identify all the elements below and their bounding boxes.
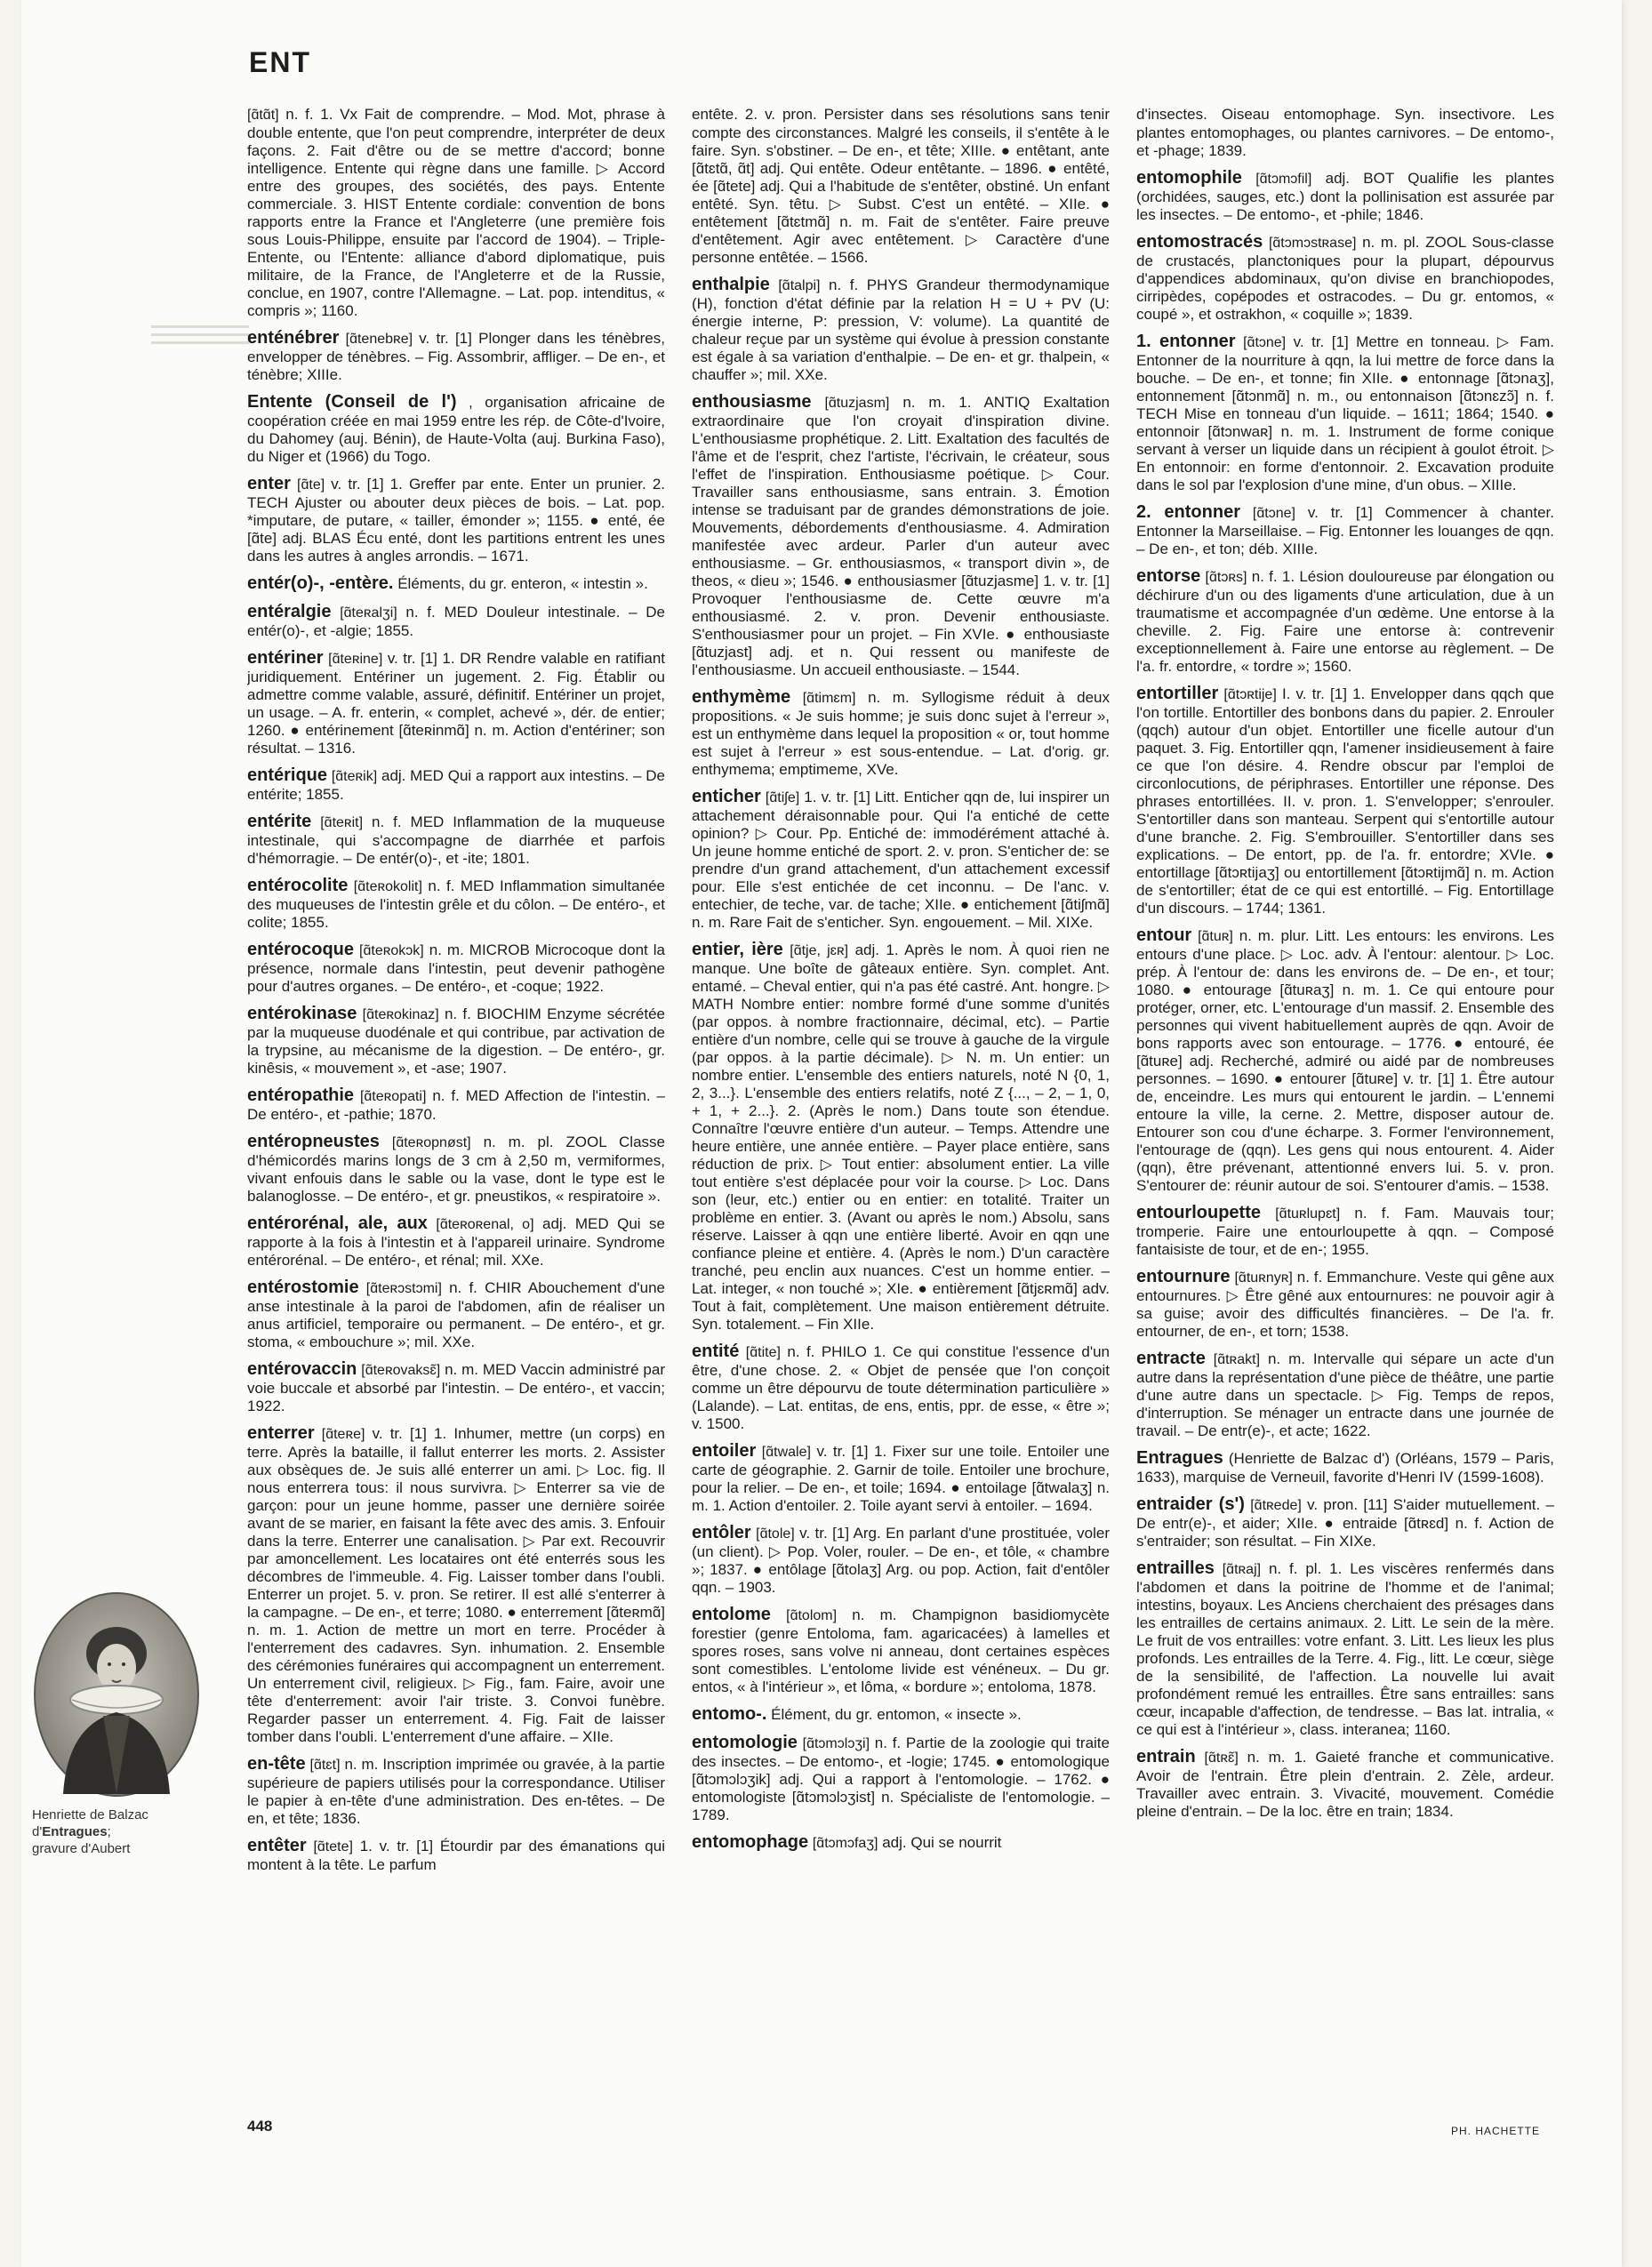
entry-headword: entolome (692, 1605, 771, 1624)
entry-pronunciation: [ɑ̃teʀɔstɔmi] (365, 1281, 442, 1296)
entry-definition: v. tr. [1] 1. Inhumer, mettre (un corps) en terre. Après la bataille, il fallut enterrer les morts. 2. Assister aux obsèques de. Je suis allé enterrer un ami. ▷ Loc. fig. Il nous enterrera tous: il nous survivra. ▷ Enterrer sa vie de garçon: pour un jeune homme, passer une dernière soirée avant de se marier, en faisant la fête avec des amis. 3. Enfouir dans la terre. Enterrer une canalisation. ▷ Par ext. Recouvrir par amoncellement. Les locataires ont été enterrés sous les décombres de l'immeuble. 4. Fig. Laisser tomber dans l'oubli. Enterrer un projet. 5. v. pron. Se retirer. Il est allé s'enterrer à la campagne. – De en-, et terre; 1080. ● enterrement [ɑ̃teʀmɑ̃] n. m. 1. Action de mettre un mort en terre. Procéder à l'enterrement des cadavres. Syn. inhumation. 2. Ensemble des cérémonies funéraires qui accompagnent un enterrement. Un enterrement civil, religieux. ▷ Fig., fam. Faire, avoir une tête d'enterrement: avoir l'air triste. 3. Convoi funèbre. Regarder passer un enterrement. 4. Fig. Fait de laisser tomber dans l'oubli. L'enterrement d'une affaire. – XIIe. (247, 1425, 665, 1745)
entry-pronunciation: [ɑ̃teʀik] (331, 769, 378, 784)
dictionary-entry (247, 393, 665, 466)
entry-headword: Entragues (1136, 1448, 1223, 1468)
page-header: ENT (249, 46, 311, 78)
dictionary-entry (1136, 926, 1554, 1195)
entry-headword: entoiler (692, 1441, 757, 1461)
entry-definition: v. tr. [1] Plonger dans les ténèbres, envelopper de ténèbres. – Fig. Assombrir, affliger. – De en-, et ténèbre; XIIIe. (247, 330, 665, 383)
entry-headword: entéropathie (247, 1085, 355, 1105)
dictionary-entry (247, 329, 665, 384)
entry-headword: 1. entonner (1136, 332, 1236, 351)
dictionary-columns (247, 105, 1554, 2105)
page-number: 448 (247, 2118, 273, 2135)
entry-definition: n. f. Fam. Mauvais tour; tromperie. Faire une entourloupette à qqn. – Composé fantaisiste de tour, et de en-; 1955. (1136, 1205, 1554, 1258)
dictionary-entry (1136, 1495, 1554, 1550)
entry-pronunciation: [ɑ̃teʀovaksɛ̃] (361, 1363, 441, 1378)
entry-definition: Élément, du gr. entomon, « insecte ». (771, 1706, 1022, 1723)
entry-headword: entomophile (1136, 168, 1242, 188)
entry-headword: entérocoque (247, 940, 355, 959)
entry-pronunciation: [ɑ̃tɛt] (309, 1758, 341, 1773)
entry-pronunciation: [ɑ̃tɔmɔstʀase] (1268, 236, 1357, 251)
dictionary-entry (1136, 1559, 1554, 1739)
entry-definition: n. f. 1. Lésion douloureuse par élongation ou déchirure d'un ou des ligaments d'une articulation, due à un traumatisme et accompagnée d'un œdème. Une entorse à la cheville. 2. Fig. Faire une entorse à: contrevenir exceptionnellement à. Faire une entorse au règlement. – De l'a. fr. entordre, « tordre »; 1560. (1136, 568, 1554, 675)
entry-headword: entortiller (1136, 684, 1219, 703)
entry-pronunciation: [ɑ̃tuʀlupɛt] (1275, 1206, 1341, 1222)
entry-definition: adj. 1. Après le nom. À quoi rien ne manque. Une boîte de gâteaux entière. Syn. complet. Ant. entamé. – Cheval entier, qui n'a pas été castré. Ant. hongre. ▷ MATH Nombre entier: nombre formé d'une somme d'unités (par oppos. à nombre fractionnaire, décimal, etc). – Partie entière d'un nombre, celle qui se trouve à gauche de la virgule (par oppos. à la partie décimale). ▷ N. m. Un entier: un nombre entier. L'ensemble des entiers naturels, noté N {0, 1, 2, 3...}. L'ensemble des entiers relatifs, noté Z {..., – 2, – 1, 0, + 1, + 2...}. 2. (Après le nom.) Dans toute son étendue. Connaître l'œuvre entière d'un auteur. – Temps. Attendre une heure entière, une année entière. – Payer place entière, sans réduction de prix. ▷ Tout entier: absolument entier. La ville tout entière s'est déplacée pour voir la course. ▷ Loc. Dans son (leur, etc.) entier ou en entier: en totalité. Traiter un problème en entier. 3. (Avant ou après le nom.) Absolu, sans réserve. Laisser à qqn une entière liberté. Avoir en qqn une confiance pleine et entière. 4. (Après le nom.) D'un caractère tranché, peu enclin aux nuances. C'est un homme entier. – Lat. integer, « non touché »; XIe. ● entièrement [ɑ̃tjɛʀmɑ̃] adv. Tout à fait, complètement. Une maison entièrement détruite. Syn. totalement. – Fin XIIe. (692, 941, 1110, 1333)
entry-definition: adj. BOT Qualifie les plantes (orchidées, sauges, etc.) dont la pollinisation est assurée par les insectes. – De entomo-, et -phile; 1846. (1136, 170, 1554, 223)
entry-headword: entomologie (692, 1733, 798, 1752)
entry-definition: n. f. MED Affection de l'intestin. – De entéro-, et -pathie; 1870. (247, 1087, 665, 1123)
dictionary-entry (247, 1133, 665, 1206)
dictionary-entry (1136, 169, 1554, 224)
entry-definition: n. f. 1. Vx Fait de comprendre. – Mod. Mot, phrase à double entente, que l'on peut comprendre, interpréter de deux façons. 2. Fait d'être ou de se mettre d'accord; bonne intelligence. Entente qui règne dans une famille. ▷ Accord entre des groupes, des sociétés, des pays. Entente commerciale. 3. HIST Entente cordiale: convention de bons rapports entre la France et l'Angleterre (une première fois sous Louis-Philippe, ensuite par l'accord de 1904). – Triple-Entente, ou l'Entente: alliance d'abord diplomatique, puis militaire, de la France, de l'Angleterre et de la Russie, conclue, en 1907, contre l'Allemagne. – Lat. pop. intenditus, « compris »; 1160. (247, 106, 665, 319)
entry-pronunciation: [ɑ̃teʀit] (320, 815, 364, 830)
dictionary-entry (692, 688, 1110, 779)
portrait-caption (32, 1806, 210, 1857)
entry-definition: v. tr. [1] 1. DR Rendre valable en ratifiant juridiquement. Entériner un jugement. 2. Fig. Établir ou admettre comme valable, assuré, définitif. Entériner un projet, un usage. – A. fr. enterin, « complet, achevé », dér. de entier; 1260. ● entérinement [ɑ̃teʀinmɑ̃] n. m. Action d'entériner; son résultat. – 1316. (247, 650, 665, 757)
entry-headword: enter (247, 474, 291, 493)
entry-definition: v. tr. [1] Arg. En parlant d'une prostituée, voler (un client). ▷ Pop. Voler, rouler. – De en-, et tôle, « chambre »; 1837. ● entôlage [ɑ̃tolaʒ] Arg. ou pop. Action, fait d'entôler qqn. – 1903. (692, 1525, 1110, 1596)
dictionary-entry (1136, 503, 1554, 558)
entry-pronunciation: [ɑ̃tenebʀe] (345, 332, 413, 347)
entry-headword: Entente (Conseil de l') (247, 392, 457, 412)
entry-headword: entérite (247, 812, 312, 831)
entry-pronunciation: [ɑ̃teʀine] (328, 652, 383, 667)
entry-headword: enthalpie (692, 275, 770, 294)
column-1 (247, 105, 665, 2105)
entry-headword: entérocolite (247, 876, 349, 895)
dictionary-entry (247, 1005, 665, 1077)
dictionary-entry (692, 1442, 1110, 1515)
entry-pronunciation: [ɑ̃tɔmɔfaʒ] (812, 1836, 878, 1851)
entry-headword: en-tête (247, 1754, 306, 1774)
dictionary-entry (247, 1360, 665, 1415)
entry-headword: entrailles (1136, 1558, 1215, 1578)
entry-headword: enthousiasme (692, 392, 812, 412)
entry-pronunciation: [ɑ̃teʀe] (321, 1427, 365, 1442)
caption-line-3: gravure d'Aubert (32, 1841, 131, 1856)
dictionary-entry (1136, 1268, 1554, 1341)
entry-pronunciation: [ɑ̃teʀopnøst] (391, 1135, 471, 1150)
dictionary-entry (247, 813, 665, 868)
entry-definition: n. f. PHYS Grandeur thermodynamique (H), fonction d'état définie par la relation H = U + PV (U: énergie interne, P: pression, V: volume). La quantité de chaleur reçue par un système qui évolue à pression constante est égale à sa variation d'enthalpie. – De en- et gr. thalpein, « chauffer »; mil. XXe. (692, 276, 1110, 383)
entry-pronunciation: [ɑ̃tɑ̃t] (247, 108, 279, 123)
entry-definition: n. m. MICROB Microcoque dont la présence, normale dans l'intestin, peut devenir pathogène pour d'autres organes. – De entéro-, et -coque; 1922. (247, 941, 665, 995)
entry-headword: entité (692, 1342, 740, 1361)
entry-pronunciation: [ɑ̃twale] (761, 1445, 811, 1460)
entry-headword: entérokinase (247, 1004, 357, 1023)
entry-pronunciation: [ɑ̃tje, jɛʀ] (790, 943, 849, 958)
entry-pronunciation: [ɑ̃teʀopati] (359, 1089, 427, 1104)
entry-pronunciation: [ɑ̃talpi] (778, 278, 821, 293)
entry-headword: entêter (247, 1836, 307, 1855)
entry-definition: n. f. MED Inflammation de la muqueuse intestinale, qui s'accompagne de diarrhée et parfois d'hémorragie. – De entér(o)-, et -ite; 1801. (247, 813, 665, 867)
caption-line-2-bold: Entragues (42, 1824, 108, 1839)
entry-headword: enterrer (247, 1423, 315, 1443)
entry-definition: v. tr. [1] 1. Greffer par ente. Enter un prunier. 2. TECH Ajuster ou abouter deux pièces de bois. – Lat. pop. *imputare, de putare, « tailler, émonder »; 1155. ● enté, ée [ɑ̃te] adj. BLAS Écu enté, dont les partitions entrent les unes dans les autres à angles arrondis. – 1671. (247, 476, 665, 565)
dictionary-entry (1136, 1350, 1554, 1440)
caption-line-1: Henriette de Balzac (32, 1807, 148, 1822)
column-3 (1136, 105, 1554, 2105)
entry-headword: entorse (1136, 566, 1201, 586)
entry-pronunciation: [ɑ̃teʀokɔk] (359, 943, 424, 958)
entry-definition: n. f. PHILO 1. Ce qui constitue l'essence d'un être, d'une chose. 2. « Objet de pensée que l'on conçoit comme un être dépourvu de toute détermination particulière » (Lalande). – Lat. entitas, de ens, entis, ppr. de esse, « être »; v. 1500. (692, 1343, 1110, 1432)
entry-definition: n. m. 1. ANTIQ Exaltation extraordinaire que l'on croyait d'inspiration divine. L'enthousiasme prophétique. 2. Litt. Exaltation des facultés de l'âme et de l'esprit, chez l'artiste, l'écrivain, le créateur, sous l'effet de l'inspiration. Enthousiasme poétique. ▷ Cour. Travailler sans enthousiasme, sans entrain. 3. Émotion intense se traduisant par de grandes démonstrations de joie. Mouvements, débordements d'enthousiasme. 4. Admiration manifestée avec ardeur. Parler d'un auteur avec enthousiasme. – Gr. enthousiasmos, « transport divin », de theos, « dieu »; 1546. ● enthousiasmer [ɑ̃tuzjasme] 1. v. tr. [1] Provoquer l'enthousiasme de. Cette œuvre m'a enthousiasmé. 2. v. pron. Devenir enthousiaste. S'enthousiasmer pour un projet. – Fin XVIe. ● enthousiaste [ɑ̃tuzjast] adj. et n. Qui ressent ou manifeste de l'enthousiasme. Un accueil enthousiaste. – 1544. (692, 394, 1110, 678)
entry-definition: n. f. MED Inflammation simultanée des muqueuses de l'intestin grêle et du côlon. – De entéro-, et colite; 1855. (247, 877, 665, 931)
dictionary-entry (692, 1833, 1110, 1853)
dictionary-entry (247, 1755, 665, 1828)
entry-definition: (Henriette de Balzac d') (Orléans, 1579 – Paris, 1633), marquise de Verneuil, favorite d'Henri IV (1599-1608). (1136, 1450, 1554, 1486)
entry-pronunciation: [ɑ̃teʀokinaz] (362, 1007, 439, 1022)
dictionary-entry (1136, 1204, 1554, 1259)
entry-headword: entérostomie (247, 1278, 359, 1297)
entry-pronunciation: [ɑ̃tɔmɔlɔʒi] (802, 1736, 870, 1751)
dictionary-entry (247, 941, 665, 996)
entry-pronunciation: [ɑ̃tʀede] (1250, 1498, 1302, 1513)
entry-definition: n. m. Champignon basidiomycète forestier (genre Entoloma, fam. agaricacées) à lamelles et spores roses, sans volve ni anneau, dont certaines espèces sont comestibles. L'entolome livide est vénéneux. – Du gr. entos, « à l'intérieur », et lôma, « bordure »; entoloma, 1878. (692, 1606, 1110, 1695)
entry-headword: entracte (1136, 1349, 1206, 1368)
dictionary-entry (692, 276, 1110, 384)
dictionary-entry (247, 1214, 665, 1270)
entry-pronunciation: [ɑ̃tole] (756, 1526, 795, 1542)
entry-pronunciation: [ɑ̃tuzjasm] (824, 396, 890, 411)
entry-definition: n. f. BIOCHIM Enzyme sécrétée par la muqueuse duodénale et qui contribue, par activation de la trypsine, au mécanisme de la digestion. – De entéro-, gr. kinêsis, « mouvement », et -ase; 1907. (247, 1005, 665, 1077)
dictionary-entry (247, 603, 665, 640)
entry-definition: n. m. pl. ZOOL Sous-classe de crustacés, planctoniques pour la plupart, dépourvus d'appendices abdominaux, qu'on divise en branchiopodes, cirripèdes, copépodes et ostracodes. – Du gr. entomos, « coupé », et ostrakhon, « coquille »; 1839. (1136, 234, 1554, 323)
entry-pronunciation: [ɑ̃tiʃe] (765, 790, 800, 805)
faded-margin-guide (151, 320, 249, 498)
entry-pronunciation: [ɑ̃tolom] (786, 1608, 838, 1623)
entry-definition: n. f. CHIR Abouchement d'une anse intestinale à la paroi de l'abdomen, afin de réaliser un anus artificiel, temporaire ou permanent. – De entéro-, et gr. stoma, « embouchure »; mil. XXe. (247, 1279, 665, 1350)
entry-pronunciation: [ɑ̃teʀoʀenal, o] (436, 1217, 534, 1232)
entry-headword: enthymème (692, 687, 791, 707)
entry-definition: v. pron. [11] S'aider mutuellement. – De entr(e)-, et aider; XIIe. ● entraide [ɑ̃tʀɛd] n. f. Action de s'entraider; son résultat. – Fin XIXe. (1136, 1496, 1554, 1550)
dictionary-entry (247, 766, 665, 804)
caption-line-2 (32, 1823, 210, 1840)
dictionary-entry (692, 1606, 1110, 1696)
dictionary-entry (247, 574, 665, 594)
entry-pronunciation: [ɑ̃tɔʀtije] (1223, 687, 1277, 702)
entry-definition: 1. v. tr. [1] Litt. Enticher qqn de, lui inspirer un attachement déraisonnable pour. Qui l'a entiché de cette opinion? ▷ Cour. Pp. Entiché de: immodérément attaché à. Un jeune homme entiché de sport. 2. v. pron. S'enticher de: se prendre d'un grand attachement, d'un attachement excessif pour. Elle s'est entichée de cet inconnu. – De l'anc. v. entechier, de teche, var. de tache; XIIe. ● entichement [ɑ̃tiʃmɑ̃] n. m. Rare Fait de s'enticher. Syn. engouement. – Mil. XIXe. (692, 789, 1110, 931)
entry-pronunciation: [ɑ̃tʀakt] (1213, 1352, 1261, 1367)
dictionary-entry (247, 1278, 665, 1351)
dictionary-entry (692, 1342, 1110, 1433)
dictionary-entry (247, 1837, 665, 1874)
entry-definition: Éléments, du gr. enteron, « intestin ». (397, 575, 648, 592)
entry-headword: entéropneustes (247, 1132, 380, 1151)
dictionary-entry (247, 475, 665, 565)
entry-headword: entour (1136, 925, 1192, 945)
entry-definition: n. m. MED Vaccin administré par voie buccale et absorbé par l'intestin. – De entéro-, et vaccin; 1922. (247, 1361, 665, 1414)
dictionary-entry (1136, 105, 1554, 160)
entry-definition: adj. Qui se nourrit (882, 1834, 1002, 1851)
entry-pronunciation: [ɑ̃tite] (745, 1345, 781, 1360)
entry-headword: entôler (692, 1523, 751, 1542)
entry-headword: entomophage (692, 1832, 809, 1852)
dictionary-entry (1136, 567, 1554, 676)
portrait-engraving (32, 1591, 201, 1798)
entry-definition: adj. MED Qui se rapporte à la fois à l'intestin et à l'appareil urinaire. Syndrome entérorénal. – De entéro-, et rénal; mil. XXe. (247, 1215, 665, 1269)
dictionary-entry (692, 393, 1110, 679)
entry-pronunciation: [ɑ̃tuʀ] (1198, 929, 1233, 944)
entry-headword: enticher (692, 787, 761, 806)
entry-headword: entérovaccin (247, 1359, 357, 1379)
entry-pronunciation: [ɑ̃tɔne] (1252, 506, 1295, 521)
entry-headword: entérique (247, 765, 328, 785)
entry-pronunciation: [ɑ̃tɔne] (1243, 335, 1287, 350)
entry-headword: enténébrer (247, 328, 340, 348)
entry-headword: entomostracés (1136, 232, 1263, 252)
entry-pronunciation: [ɑ̃timɛm] (802, 691, 856, 706)
entry-headword: entraider (s') (1136, 1494, 1245, 1514)
dictionary-entry (1136, 332, 1554, 494)
caption-line-2-prefix: d' (32, 1824, 43, 1839)
column-2 (692, 105, 1110, 2105)
entry-headword: entér(o)-, -entère. (247, 573, 394, 593)
entry-headword: 2. entonner (1136, 502, 1240, 522)
dictionary-entry (247, 649, 665, 757)
entry-definition: n. m. Inscription imprimée ou gravée, à la partie supérieure de papiers utilisés pour la correspondance. Utiliser le papier à en-tête d'une administration. Des en-têtes. – De en, et tête; 1836. (247, 1756, 665, 1827)
photo-credit: PH. HACHETTE (1451, 2125, 1541, 2137)
dictionary-entry (692, 1524, 1110, 1597)
entry-pronunciation: [ɑ̃teʀokolit] (353, 879, 422, 894)
entry-headword: entérorénal, ale, aux (247, 1214, 428, 1233)
entry-definition: n. m. 1. Gaieté franche et communicative. Avoir de l'entrain. Être plein d'entrain. 2. Zèle, ardeur. Travailler avec entrain. 3. Vivacité, mouvement. Comédie pleine d'entrain. – De la loc. être en train; 1834. (1136, 1749, 1554, 1820)
entry-headword: entériner (247, 648, 324, 668)
caption-line-2-suffix: ; (107, 1824, 111, 1839)
entry-definition: n. f. MED Douleur intestinale. – De entér(o)-, et -algie; 1855. (247, 604, 665, 639)
entry-headword: entier, ière (692, 940, 783, 959)
entry-pronunciation: [ɑ̃tuʀnyʀ] (1234, 1270, 1293, 1286)
entry-pronunciation: [ɑ̃tete] (313, 1839, 353, 1854)
entry-pronunciation: [ɑ̃tʀaj] (1222, 1562, 1262, 1577)
entry-pronunciation: [ɑ̃tɔmɔfil] (1255, 172, 1312, 187)
entry-pronunciation: [ɑ̃tʀɛ̃] (1204, 1750, 1239, 1766)
dictionary-entry (247, 877, 665, 932)
entry-definition: v. tr. [1] Mettre en tonneau. ▷ Fam. Entonner de la nourriture à qqn, la lui mettre de force dans la bouche. – De en-, et tonne; fin XIIe. ● entonnage [ɑ̃tɔnaʒ], entonnement [ɑ̃tɔnmɑ̃] n. m., ou entonnaison [ɑ̃tɔnɛzɔ̃] n. f. TECH Mise en tonneau d'un liquide. – 1611; 1864; 1540. ● entonnoir [ɑ̃tɔnwaʀ] n. m. 1. Instrument de forme conique servant à verser un liquide dans un récipient à goulot étroit. ▷ En entonnoir: en forme d'entonnoir. 2. Excavation produite dans le sol par l'explosion d'une mine, d'un obus. – XIIIe. (1136, 333, 1554, 493)
entry-headword: entournure (1136, 1267, 1231, 1286)
dictionary-entry (1136, 685, 1554, 917)
entry-definition: entête. 2. v. pron. Persister dans ses résolutions sans tenir compte des circonstances. Malgré les conseils, il s'entête à le faire. Syn. s'obstiner. – De en-, et tête; XIIIe. ● entêtant, ante [ɑ̃tɛtɑ̃, ɑ̃t] adj. Qui entête. Odeur entêtante. – 1896. ● entêté, ée [ɑ̃tete] adj. Qui a l'habitude de s'entêter, obstiné. Un enfant entêté. Syn. têtu. ▷ Subst. C'est un entêté. – XIIe. ● entêtement [ɑ̃tɛtmɑ̃] n. m. Fait de s'entêter. Faire preuve d'entêtement. Agir avec entêtement. ▷ Caractère d'une personne entêtée. – 1566. (692, 106, 1110, 266)
dictionary-entry (247, 105, 665, 320)
entry-headword: entomo-. (692, 1704, 767, 1724)
entry-definition: d'insectes. Oiseau entomophage. Syn. insectivore. Les plantes entomophages, ou plantes carnivores. – De entomo-, et -phage; 1839. (1136, 106, 1554, 159)
entry-pronunciation: [ɑ̃te] (297, 477, 325, 493)
entry-pronunciation: [ɑ̃tɔʀs] (1205, 570, 1247, 585)
dictionary-entry (692, 1705, 1110, 1725)
entry-definition: , organisation africaine de coopération créée en mai 1959 entre les rép. de Côte-d'Ivoire, du Dahomey (auj. Bénin), de Haute-Volta (auj. Burkina Faso), du Niger et (1966) du Togo. (247, 394, 665, 465)
dictionary-entry (247, 1086, 665, 1124)
dictionary-entry (692, 105, 1110, 267)
entry-definition: n. f. pl. 1. Les viscères renfermés dans l'abdomen et dans la poitrine de l'homme et de l'animal; intestins, boyaux. Les Anciens cherchaient des présages dans les entrailles de certains animaux. 2. Litt. Le sein de la mère. Le fruit de vos entrailles: votre enfant. 3. Litt. Les lieux les plus profonds. Les entrailles de la Terre. 4. Fig., litt. Le cœur, siège de la sensibilité, de l'affection. La nouvelle lui avait profondément remué les entrailles. Être sans entrailles: sans cœur, incapable d'affection, de tendresse. – Bas lat. intralia, « ce qui est à l'intérieur », class. interanea; 1160. (1136, 1560, 1554, 1738)
dictionary-entry (1136, 233, 1554, 324)
entry-definition: I. v. tr. [1] 1. Envelopper dans qqch que l'on tortille. Entortiller des bonbons dans du papier. 2. Enrouler (qqch) autour d'un objet. Entortiller une ficelle autour d'un paquet. 3. Fig. Entortiller qqn, l'amener insidieusement à faire ce que l'on désire. 4. Rendre obscur par l'emploi de circonlocutions, de périphrases. Entortiller une réponse. Des phrases entortillées. II. v. pron. 1. S'envelopper; s'enrouler. S'entortiller dans son manteau. Serpent qui s'entortille autour d'une branche. 2. Fig. S'embrouiller. S'entortiller dans ses explications. – De entort, pp. de l'a. fr. entordre; XVIe. ● entortillage [ɑ̃tɔʀtijaʒ] ou entortillement [ɑ̃tɔʀtijmɑ̃] n. m. Action de s'entortiller; état de ce qui est entortillé. – Fig. Entortillage d'un discours. – 1744; 1361. (1136, 685, 1554, 917)
entry-headword: entrain (1136, 1747, 1196, 1766)
entry-definition: n. f. Emmanchure. Veste qui gêne aux entournures. ▷ Être gêné aux entournures: ne pouvoir agir à sa guise; avoir des difficultés financières. – De l'a. fr. entourner, de en-, et torn; 1538. (1136, 1269, 1554, 1340)
entry-definition: n. m. Syllogisme réduit à deux propositions. « Je suis homme; je suis donc sujet à l'erreur », est un enthymème dans lequel la proposition « or, tout homme est sujet à l'erreur » est sous-entendue. – Lat. d'orig. gr. enthymema; emptimeme, XVe. (692, 689, 1110, 778)
dictionary-entry (1136, 1449, 1554, 1486)
dictionary-entry (692, 1734, 1110, 1824)
entry-definition: adj. MED Qui a rapport aux intestins. – De entérite; 1855. (247, 767, 665, 803)
dictionary-entry (247, 1424, 665, 1746)
entry-definition: n. m. pl. ZOOL Classe d'hémicordés marins longs de 3 cm à 2,50 m, vermiformes, vivant enfouis dans le sable ou la vase, dont le type est le balanoglosse. – De entéro-, et gr. pneustikos, « respiratoire ». (247, 1134, 665, 1205)
entry-definition: n. m. Intervalle qui sépare un acte d'un autre dans la représentation d'une pièce de théâtre, une partie d'une autre dans un spectacle. ▷ Fig. Temps de repos, d'interruption. Se ménager un entracte dans une journée de travail. – De entr(e)-, et acte; 1622. (1136, 1350, 1554, 1439)
dictionary-entry (692, 788, 1110, 932)
dictionary-entry (1136, 1748, 1554, 1821)
entry-definition: n. f. Partie de la zoologie qui traite des insectes. – De entomo-, et -logie; 1745. ● entomologique [ɑ̃tɔmɔlɔʒik] adj. Qui a rapport à l'entomologie. – 1762. ● entomologiste [ɑ̃tɔmɔlɔʒist] n. Spécialiste de l'entomologie. – 1789. (692, 1734, 1110, 1823)
dictionary-entry (692, 941, 1110, 1334)
entry-pronunciation: [ɑ̃teʀalʒi] (340, 605, 397, 621)
entry-definition: 1. v. tr. [1] Étourdir par des émanations qui montent à la tête. Le parfum (247, 1838, 665, 1873)
entry-headword: entéralgie (247, 602, 332, 621)
entry-definition: v. tr. [1] 1. Fixer sur une toile. Entoiler une carte de géographie. 2. Garnir de toile. Entoiler une brochure, pour la relier. – De en-, et toile; 1694. ● entoilage [ɑ̃twalaʒ] n. m. 1. Action d'entoiler. 2. Toile ayant servi à entoiler. – 1694. (692, 1443, 1110, 1514)
entry-definition: n. m. plur. Litt. Les entours: les environs. Les entours d'une place. ▷ Loc. adv. À l'entour: alentour. ▷ Loc. prép. À l'entour de: dans les environs de. – De en-, et tour; 1080. ● entourage [ɑ̃tuʀaʒ] n. m. 1. Ce qui entoure pour protéger, orner, etc. L'entourage d'un massif. 2. Ensemble des personnes qui vivent habituellement auprès de qqn. Avoir de bons rapports avec son entourage. – 1776. ● entouré, ée [ɑ̃tuʀe] adj. Recherché, admiré ou aidé par de nombreuses personnes. – 1690. ● entourer [ɑ̃tuʀe] v. tr. [1] 1. Être autour de, enceindre. Les murs qui entourent le jardin. – L'ennemi entoure la ville, la cerne. 2. Mettre, disposer autour de. Entourer son cou d'une écharpe. 3. Former l'environnement, l'entourage de (qqn). Les gens qui nous entourent. 4. Aider (qqn), être prévenant, attentionné envers lui. 5. v. pron. S'entourer de: réunir autour de soi. S'entourer d'amis. – 1538. (1136, 927, 1554, 1194)
entry-definition: v. tr. [1] Commencer à chanter. Entonner la Marseillaise. – Fig. Entonner les louanges de qqn. – De en-, et ton; déb. XIIIe. (1136, 504, 1554, 557)
entry-headword: entourloupette (1136, 1203, 1261, 1222)
